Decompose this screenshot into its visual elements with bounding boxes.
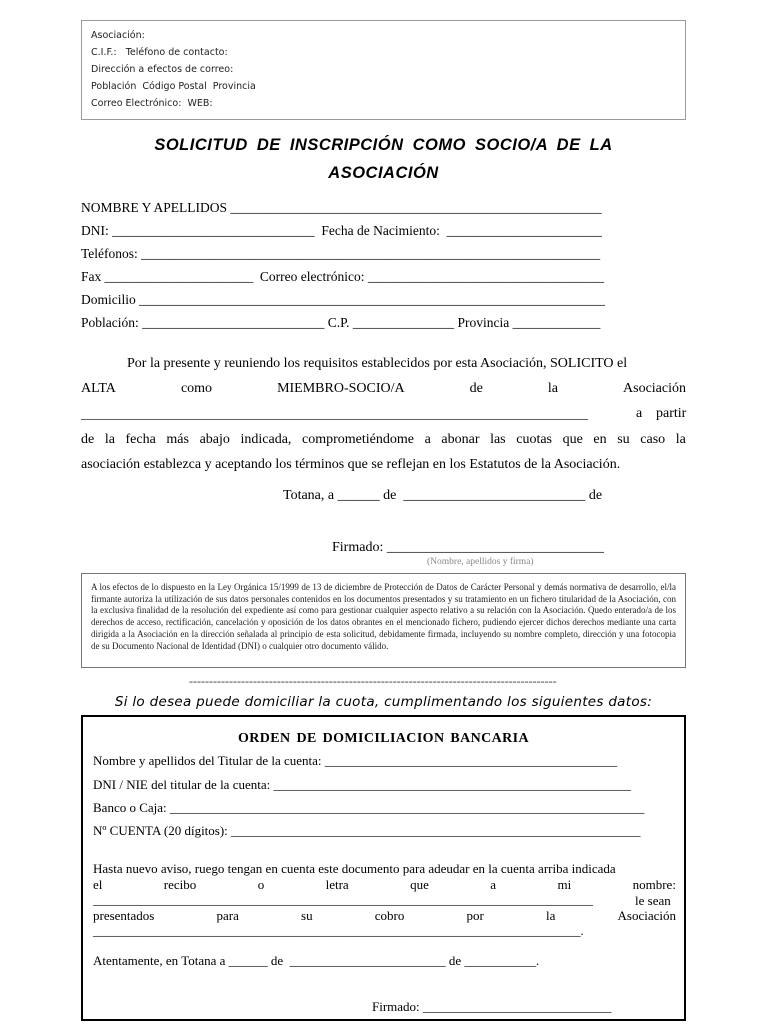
bank-text-word: Asociación [617,908,676,923]
dni-birthdate-field[interactable]: DNI: ______________________________ Fecha de Nacimiento: _______________________ [81,223,602,238]
bank-text-word: a [490,877,497,892]
association-blank[interactable]: ______________________________________________________________________________. [93,924,584,938]
bank-text-word: presentados [93,908,155,923]
signature-hint: (Nombre, apellidos y firma) [427,557,534,567]
request-word: abajo [199,432,230,447]
request-word: en [593,432,607,447]
privacy-notice: A los efectos de lo dispuesto en la Ley Orgánica 15/1999 de 13 de diciembre de Protección de Datos de Carácter Personal y demás normativa de desarrollo, el/la firmante autoriza la utilización de sus datos personales contenidos en los documentos presentados y su tratamiento en un fichero titularidad de la Asociación, con la exclusiva finalidad de la resolución del expediente así como para gestionar cualquier aspecto relativo a su relación con la Asociación. Quedo enterado/a de los derechos de acceso, rectificación, cancelación y oposición de los datos obrantes en el mencionado fichero, pudiendo ejercer dichos derechos mediante una carta dirigida a la Asociación en la dirección señalada al principio de esta solicitud, debidamente firmada, incluyendo su nombre completo, dirección y una fotocopia de su Documento Nacional de Identidad (DNI) o cualquier otro documento válido. [81,573,686,668]
mailing-address-field[interactable]: Dirección a efectos de correo: [91,64,237,75]
bank-text-word: cobro [374,908,405,923]
association-name-blank[interactable]: ______________________________________________________________________________ [81,406,588,421]
fax-email-field[interactable]: Fax ______________________ Correo electrónico: ___________________________________ [81,269,605,284]
bank-text-line-1: Hasta nuevo aviso, ruego tengan en cuenta este documento para adeudar en la cuenta arriba indicada [93,861,616,876]
email-web-field[interactable]: Correo Electrónico: WEB: [91,98,216,109]
request-line-2 [81,381,686,397]
bank-text-word: por [466,908,484,923]
request-line-1: Por la presente y reuniendo los requisitos establecidos por esta Asociación, SOLICITO el [127,356,628,371]
town-cp-province-field[interactable]: Población: ___________________________ C.P. _______________ Provincia _____________ [81,315,601,330]
bank-text-word: su [301,908,313,923]
domiciliation-intro: Si lo desea puede domiciliar la cuota, cumplimentando los siguientes datos: [114,694,653,710]
bank-text-le-sean: le sean [635,893,671,908]
signature-field[interactable]: Firmado: _______________________________ [332,540,604,555]
title-line-2: ASOCIACIÓN [328,164,439,182]
request-word: la [104,432,115,447]
bank-text-line-2 [93,877,676,893]
title-line-1: SOLICITUD DE INSCRIPCIÓN COMO SOCIO/A DE LA [154,136,613,154]
town-postcode-province-field[interactable]: Población Código Postal Provincia [91,81,259,92]
date-line[interactable]: Totana, a ______ de __________________________ de [283,488,606,503]
bank-text-word: para [216,908,239,923]
request-word: Asociación [623,381,686,396]
request-word: la [675,432,686,447]
request-word: comprometiéndome [302,432,414,447]
full-name-field[interactable]: NOMBRE Y APELLIDOS _______________________________________________________ [81,200,602,215]
request-word: indicada, [240,432,292,447]
request-word: de [81,432,95,447]
bank-text-word: o [257,877,265,892]
payee-blank[interactable]: ________________________________________________________________________________ [93,893,593,907]
bank-text-word: letra [325,877,349,892]
request-word: que [562,432,583,447]
request-word: a [636,406,643,421]
bank-text-word: recibo [163,877,197,892]
request-word: las [490,432,506,447]
request-word: MIEMBRO-SOCIO/A [277,381,405,396]
request-word: la [547,381,558,396]
cif-phone-field[interactable]: C.I.F.: Teléfono de contacto: [91,47,231,58]
request-line-5: asociación establezca y aceptando los términos que se reflejan en los Estatutos de la Asociación. [81,457,621,472]
bank-signature-field[interactable]: Firmado: _____________________________ [372,999,612,1014]
bank-order-box [81,715,686,1021]
request-word: más [166,432,189,447]
request-word: caso [640,432,666,447]
bank-text-word: nombre: [632,877,676,892]
page-title [81,131,686,187]
request-word: como [180,381,213,396]
association-info-box [81,20,686,120]
association-name-field[interactable]: Asociación: [91,30,148,41]
bank-text-word: mi [557,877,572,892]
bank-date-line[interactable]: Atentamente, en Totana a ______ de ________________________ de ___________. [93,953,540,968]
account-holder-field[interactable]: Nombre y apellidos del Titular de la cuenta: _____________________________________________ [93,753,618,768]
request-word: ALTA [81,381,116,396]
account-number-field[interactable]: Nº CUENTA (20 dígitos): _______________________________________________________________ [93,823,641,838]
bank-text-line-4 [93,908,676,924]
request-word: abonar [441,432,480,447]
phones-field[interactable]: Teléfonos: ____________________________________________________________________ [81,246,601,261]
bank-text-word: el [93,877,103,892]
holder-dni-field[interactable]: DNI / NIE del titular de la cuenta: _______________________________________________________ [93,777,631,792]
bank-order-title: ORDEN DE DOMICILIACION BANCARIA [237,731,530,746]
request-word: su [617,432,630,447]
bank-text-word: que [410,877,429,892]
request-word: partir [656,406,687,421]
request-word: a [424,432,431,447]
request-line-4 [81,432,686,448]
home-address-field[interactable]: Domicilio _____________________________________________________________________ [81,292,605,307]
request-word: de [469,381,483,396]
bank-name-field[interactable]: Banco o Caja: _________________________________________________________________________ [93,800,645,815]
request-word: fecha [125,432,156,447]
cut-separator: -------------------------------------------------------------------------------------------- [189,674,557,688]
bank-text-word: la [545,908,556,923]
request-word: cuotas [516,432,552,447]
